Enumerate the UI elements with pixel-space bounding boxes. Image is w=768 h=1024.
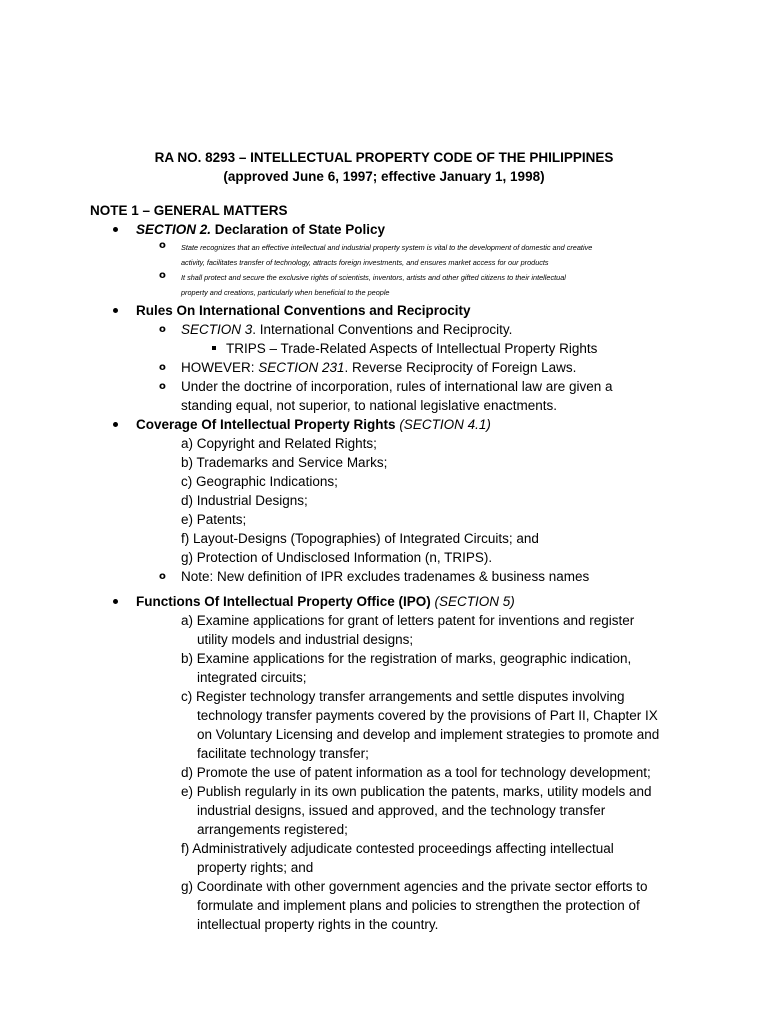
list-item <box>0 649 681 687</box>
list-item <box>0 358 681 377</box>
list-item-line: g) Coordinate with other government agencies and the private sector efforts to <box>181 879 648 894</box>
section-ref: (SECTION 5) <box>434 594 515 609</box>
list-item <box>0 782 681 839</box>
list-item-line: property and creations, particularly when beneficial to the people <box>181 288 390 297</box>
list-item-line: Under the doctrine of incorporation, rules of international law are given a <box>181 379 613 394</box>
list-item <box>0 377 681 415</box>
list-item <box>0 763 681 782</box>
list-item <box>0 270 681 300</box>
list-item: e) Patents; <box>181 512 247 527</box>
list-item-line: industrial designs, issued and approved, and the technology transfer <box>197 803 606 818</box>
document-title: RA NO. 8293 – INTELLECTUAL PROPERTY CODE OF THE PHILIPPINES <box>154 150 614 165</box>
note-heading: NOTE 1 – GENERAL MATTERS <box>90 203 288 218</box>
section-heading-text: Functions Of Intellectual Property Office (IPO) <box>136 594 435 609</box>
list-item <box>0 611 681 649</box>
section-ref: SECTION 3 <box>181 322 253 337</box>
sub-bullet-icon: o <box>159 240 166 251</box>
list-item-text: Note: New definition of IPR excludes tradenames & business names <box>181 569 590 584</box>
bullet-icon <box>113 227 118 232</box>
bullet-icon <box>113 308 118 313</box>
list-item-line: formulate and implement plans and policies to strengthen the protection of <box>197 898 640 913</box>
section-heading-text: Rules On International Conventions and Reciprocity <box>136 303 471 318</box>
section-heading-state-policy <box>0 220 768 239</box>
section-heading-functions <box>0 592 768 611</box>
list-item-line: intellectual property rights in the country. <box>197 917 439 932</box>
document-subtitle: (approved June 6, 1997; effective January 1, 1998) <box>223 169 545 184</box>
bullet-icon <box>113 599 118 604</box>
section-ref: (SECTION 4.1) <box>399 417 491 432</box>
sub-bullet-icon: o <box>159 324 166 335</box>
section-heading-text: Declaration of State Policy <box>211 222 386 237</box>
sub-bullet-icon: o <box>159 571 166 582</box>
list-item-line: activity, facilitates transfer of technology, attracts foreign investments, and ensures market access for our products <box>181 258 549 267</box>
list-item-prefix: HOWEVER: <box>181 360 259 375</box>
list-item <box>0 877 681 934</box>
list-item: b) Trademarks and Service Marks; <box>181 455 388 470</box>
list-item: d) Industrial Designs; <box>181 493 308 508</box>
list-item <box>0 339 768 358</box>
list-item-line: arrangements registered; <box>197 822 348 837</box>
list-item-text: . International Conventions and Reciprocity. <box>252 322 513 337</box>
list-item-line: on Voluntary Licensing and develop and implement strategies to promote and <box>197 727 660 742</box>
section-heading-text: Coverage Of Intellectual Property Rights <box>136 417 400 432</box>
list-item-line: a) Examine applications for grant of letters patent for inventions and register <box>181 613 635 628</box>
sub-bullet-icon: o <box>159 362 166 373</box>
list-item-line: f) Administratively adjudicate contested proceedings affecting intellectual <box>181 841 614 856</box>
document-body <box>0 220 768 934</box>
list-item-line: standing equal, not superior, to national legislative enactments. <box>181 398 557 413</box>
list-item-line: b) Examine applications for the registration of marks, geographic indication, <box>181 651 632 666</box>
list-item: g) Protection of Undisclosed Information (n, TRIPS). <box>181 550 493 565</box>
list-item-line: utility models and industrial designs; <box>197 632 414 647</box>
list-item-line: e) Publish regularly in its own publication the patents, marks, utility models and <box>181 784 652 799</box>
list-item-line: property rights; and <box>197 860 314 875</box>
list-item-text: TRIPS – Trade-Related Aspects of Intellectual Property Rights <box>226 341 598 356</box>
list-item-line: integrated circuits; <box>197 670 307 685</box>
list-item <box>0 839 681 877</box>
list-item-line: technology transfer payments covered by the provisions of Part II, Chapter IX <box>197 708 658 723</box>
section-ref: SECTION 2. <box>136 222 212 237</box>
list-item: f) Layout-Designs (Topographies) of Integrated Circuits; and <box>181 531 539 546</box>
list-item-line: c) Register technology transfer arrangements and settle disputes involving <box>181 689 625 704</box>
list-item <box>0 687 681 763</box>
section-heading-conventions <box>0 301 768 320</box>
list-item-line: It shall protect and secure the exclusive rights of scientists, inventors, artists and other gifted citizens to their intellectual <box>181 273 566 282</box>
section-heading-coverage <box>0 415 768 434</box>
list-item <box>0 240 681 270</box>
list-item: c) Geographic Indications; <box>181 474 338 489</box>
list-item-line: State recognizes that an effective intellectual and industrial property system is vital to the development of domestic and creative <box>181 243 593 252</box>
list-item-text: . Reverse Reciprocity of Foreign Laws. <box>344 360 577 375</box>
list-item <box>0 567 681 586</box>
bullet-icon <box>113 422 118 427</box>
list-item: a) Copyright and Related Rights; <box>181 436 377 451</box>
sub-bullet-icon: o <box>159 381 166 392</box>
section-ref: SECTION 231 <box>258 360 345 375</box>
list-item <box>0 320 681 339</box>
sub-bullet-icon: o <box>159 270 166 281</box>
list-item-line: facilitate technology transfer; <box>197 746 369 761</box>
list-item-line: d) Promote the use of patent information as a tool for technology development; <box>181 765 651 780</box>
square-bullet-icon <box>212 346 216 350</box>
